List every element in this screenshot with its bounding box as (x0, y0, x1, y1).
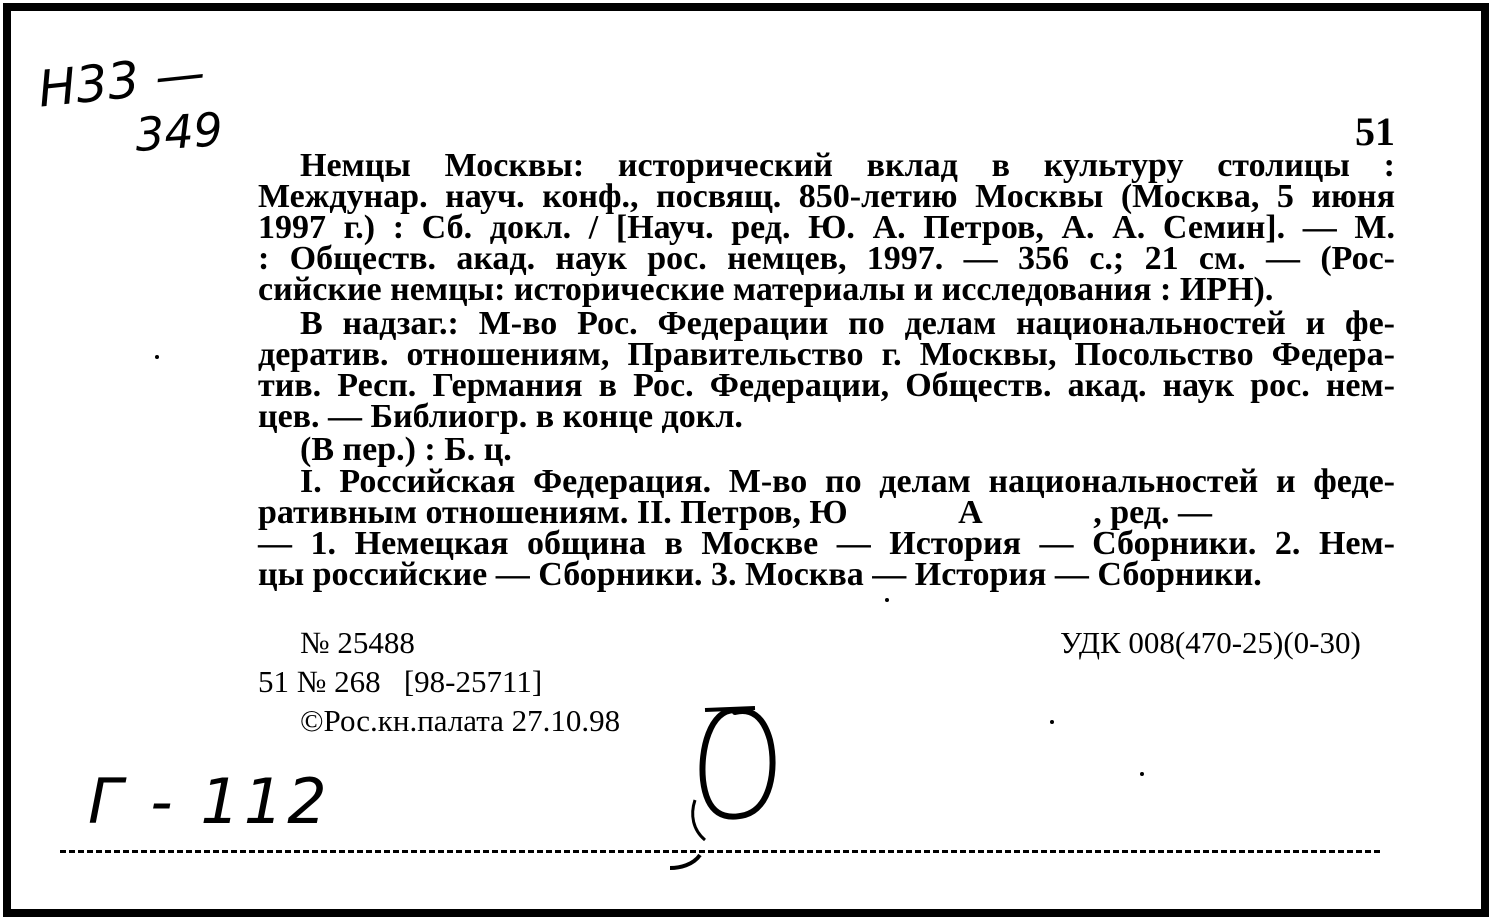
speck (1140, 772, 1144, 776)
title-line: Междунар. науч. конф., посвящ. 850-летию Москвы (Москва, 5 июня (258, 178, 1395, 215)
catalog-number-line: 51 № 268 [98-25711] (258, 664, 543, 699)
handwritten-shelfmark-top: Н33 — (35, 43, 208, 119)
speck (155, 355, 159, 359)
note-line: дератив. отношениям, Правительство г. Москвы, Посольство Федера- (258, 336, 1395, 373)
subject-line: ративным отношениям. II. Петров, Ю А , ред. — (258, 494, 1212, 531)
title-line: сийские немцы: исторические материалы и исследования : ИРН). (258, 271, 1274, 308)
binding-price: (В пер.) : Б. ц. (300, 431, 512, 468)
subject-line: I. Российская Федерация. М-во по делам национальностей и феде- (300, 463, 1395, 500)
speck (1050, 720, 1054, 724)
title-line: 1997 г.) : Сб. докл. / [Науч. ред. Ю. А. Петров, А. А. Семин]. — М. (258, 209, 1395, 246)
speck (885, 598, 889, 602)
subject-line: — 1. Немецкая община в Москве — История — Сборники. 2. Нем- (258, 525, 1395, 562)
page-number: 51 (1355, 109, 1395, 154)
subject-line: цы российские — Сборники. 3. Москва — История — Сборники. (258, 556, 1262, 593)
title-line: : Обществ. акад. наук рос. немцев, 1997. — 356 с.; 21 см. — (Рос- (258, 240, 1395, 277)
handwritten-shelfmark-number: 349 (133, 102, 225, 162)
dashed-cut-line (60, 850, 1380, 853)
note-line: тив. Респ. Германия в Рос. Федерации, Обществ. акад. наук рос. нем- (258, 367, 1395, 404)
handwritten-inventory-mark: Г - 112 (88, 765, 331, 838)
title-line: Немцы Москвы: исторический вклад в культуру столицы : (300, 147, 1395, 184)
note-line: В надзаг.: М-во Рос. Федерации по делам национальностей и фе- (300, 305, 1395, 342)
copyright-line: ©Рос.кн.палата 27.10.98 (300, 703, 621, 738)
note-line: цев. — Библиогр. в конце докл. (258, 398, 743, 435)
record-number: № 25488 (300, 625, 415, 660)
udk-classification: УДК 008(470-25)(0-30) (1060, 625, 1361, 660)
